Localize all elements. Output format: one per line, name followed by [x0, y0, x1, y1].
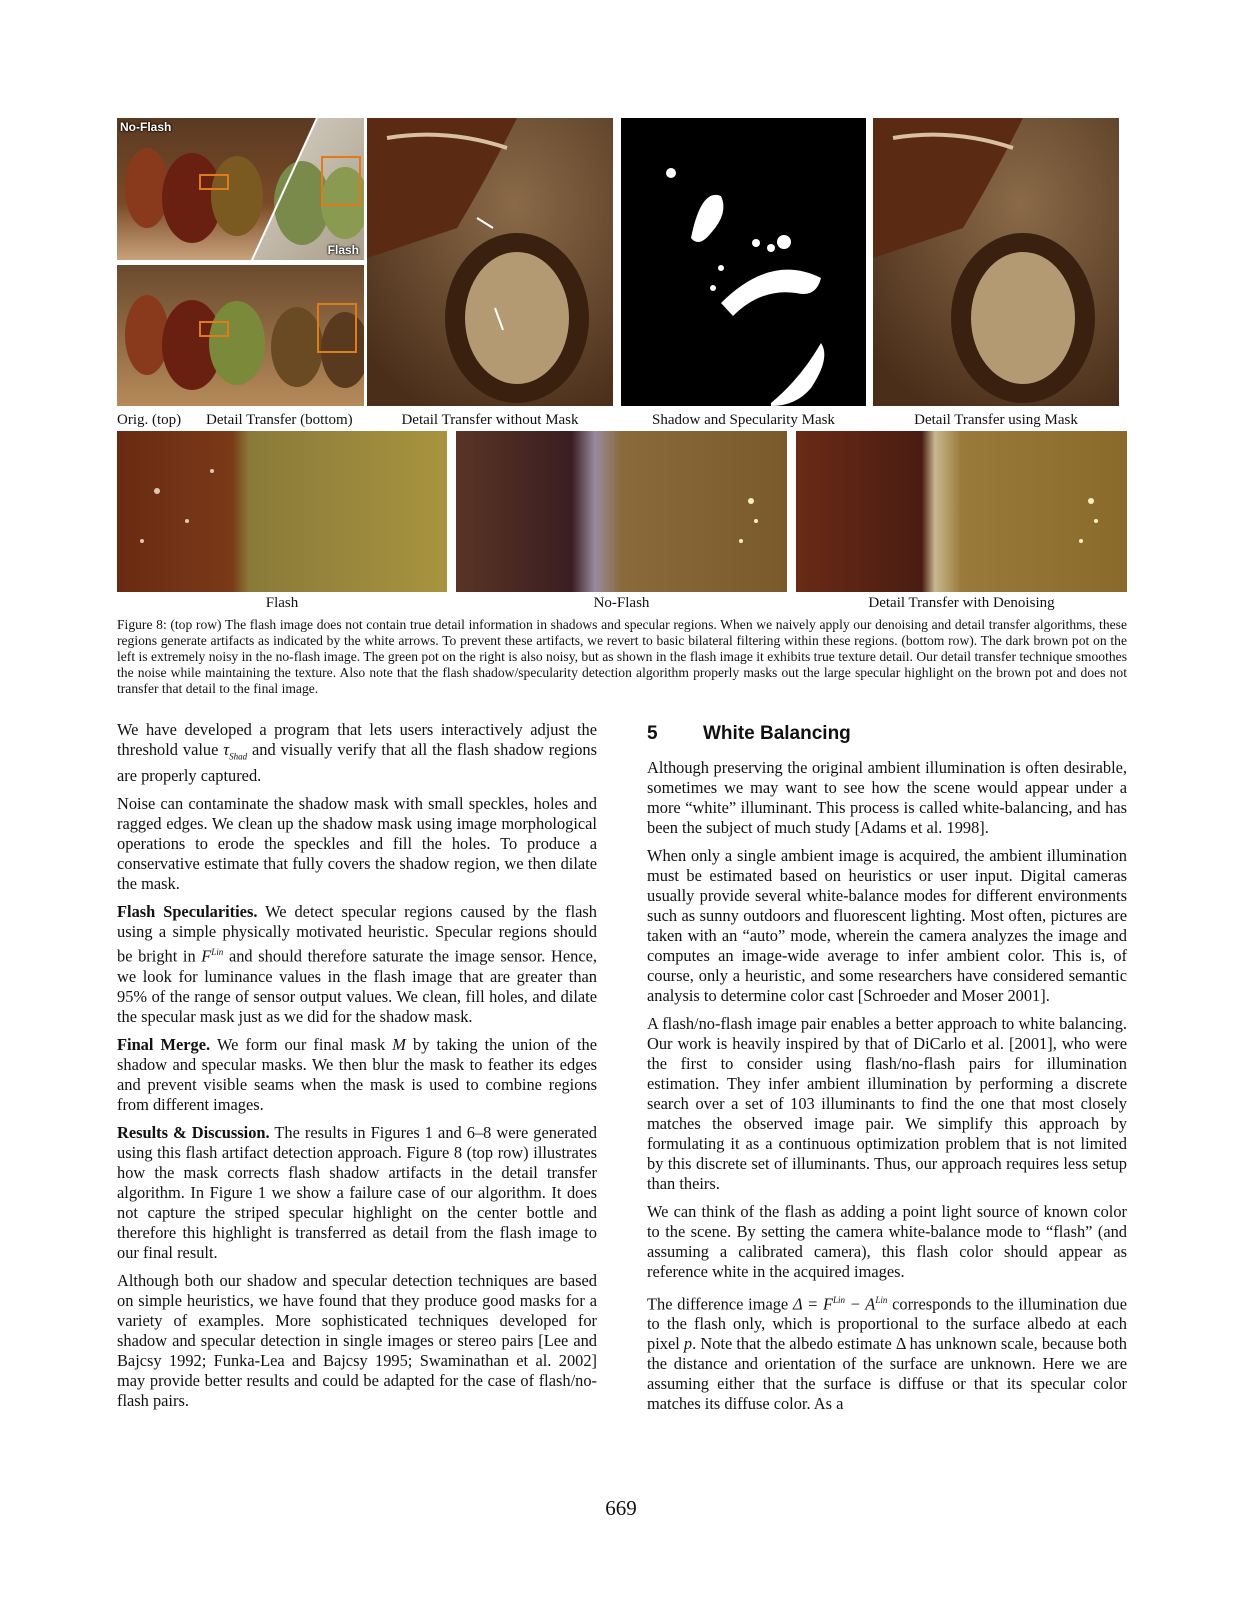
noflash-closeup-svg — [456, 431, 787, 592]
paragraph: We have developed a program that lets users interactively adjust the threshold value $\tau_{Shad}$ and visually verify that all the flash shadow regions are properly captured. — [117, 720, 597, 786]
using-mask-photo — [873, 118, 1119, 406]
paragraph: The difference image $\Delta = F^{Lin} - A^{Lin}$ corresponds to the illumination due to the flash only, which is proportional to the surface albedo at each pixel p. Note that the albedo estimate Δ has unknown scale, because both the distance and orientation of the surface are unknown. Here we are assuming either that the surface is diffuse or that its specular color matches its diffuse color. As a — [647, 1294, 1128, 1414]
noflash-tag: No-Flash — [120, 120, 172, 134]
paragraph: Although preserving the original ambient illumination is often desirable, sometimes we may want to see how the scene would appear under a more “white” illuminant. This process is called white-balancing, and has been the subject of much study [Adams et al. 1998]. — [647, 758, 1127, 837]
noflash-closeup-photo — [456, 431, 787, 592]
caption-noflash: No-Flash — [593, 595, 650, 611]
caption-denoise: Detail Transfer with Denoising — [868, 595, 1055, 611]
caption-mask: Shadow and Specularity Mask — [652, 412, 835, 428]
without-mask-photo — [367, 118, 613, 406]
paragraph: We can think of the flash as adding a point light source of known color to the scene. By setting the camera white-balance mode to “flash” (and assuming a calibrated camera), this flash color should appear as reference white in the acquired images. — [647, 1202, 1127, 1281]
denoise-closeup-photo — [796, 431, 1127, 592]
paragraph: When only a single ambient image is acquired, the ambient illumination must be estimated based on heuristics or user input. Digital cameras usually provide several white-balance modes for different environments such as sunny outdoors and fluorescent lighting. Most often, pictures are taken with an “auto” mode, wherein the camera analyzes the image and computes an image-wide average to infer ambient color. This is, of course, only a heuristic, and some researchers have considered semantic analysis to determine color cast [Schroeder and Moser 2001]. — [647, 846, 1127, 1005]
caption-using-mask: Detail Transfer using Mask — [914, 412, 1078, 428]
noflash-flash-split-photo — [117, 118, 364, 260]
caption-flash: Flash — [265, 595, 299, 611]
left-column — [117, 720, 597, 1419]
caption-detail-bottom: Detail Transfer (bottom) — [206, 412, 353, 428]
highlight-box — [199, 321, 229, 337]
paragraph: Noise can contaminate the shadow mask with small speckles, holes and ragged edges. We clean up the shadow mask using image morphological operations to erode the speckles and fill the holes. To produce a conservative estimate that fully covers the shadow region, we then dilate the mask. — [117, 794, 597, 894]
caption-without-mask: Detail Transfer without Mask — [401, 412, 579, 428]
without-mask-svg — [367, 118, 613, 406]
highlight-box — [321, 156, 361, 206]
section-heading: 5 White Balancing — [647, 723, 851, 744]
flash-closeup-svg — [117, 431, 447, 592]
flash-tag: Flash — [327, 243, 359, 257]
detail-transfer-photo — [117, 265, 364, 406]
figure-caption: Figure 8: (top row) The flash image does not contain true detail information in shadows and specular regions. When we naively apply our denoising and detail transfer algorithms, these regions generate artifacts as indicated by the white arrows. To prevent these artifacts, we revert to basic bilateral filtering within these regions. (bottom row). The dark brown pot on the left is extremely noisy in the no-flash image. The green pot on the right is also noisy, but as shown in the flash image it exhibits true texture detail. Our detail transfer technique smoothes the noise while maintaining the texture. Also note that the flash shadow/specularity detection algorithm properly masks out the large specular highlight on the brown pot and does not transfer that detail to the final image. — [117, 617, 1127, 696]
mask-photo — [621, 118, 866, 406]
page-number: 669 — [605, 1496, 637, 1520]
mask-svg — [621, 118, 866, 406]
paragraph: A flash/no-flash image pair enables a better approach to white balancing. Our work is heavily inspired by that of DiCarlo et al. [2001], who were the first to consider using flash/no-flash pairs for illumination estimation. They infer ambient illumination by performing a discrete search over a set of 103 illuminants to find the one that most closely matches the observed image pair. We simplify this approach by formulating it as a continuous optimization problem that is not limited by this discrete set of illuminants. Thus, our approach requires less setup than theirs. — [647, 1014, 1127, 1193]
using-mask-svg — [873, 118, 1119, 406]
flash-closeup-photo — [117, 431, 447, 592]
highlight-box — [317, 303, 357, 353]
highlight-box — [199, 174, 229, 190]
paragraph: Results & Discussion. The results in Figures 1 and 6–8 were generated using this flash artifact detection approach. Figure 8 (top row) illustrates how the mask corrects flash shadow artifacts in the detail transfer algorithm. In Figure 1 we show a failure case of our algorithm. It does not capture the striped specular highlight on the center bottle and therefore this highlight is transferred as detail from the flash image to our final result. — [117, 1122, 597, 1262]
paragraph: Although both our shadow and specular detection techniques are based on simple heuristics, we have found that they produce good masks for a variety of examples. More sophisticated techniques developed for shadow and specular detection in single images or stereo pairs [Lee and Bajcsy 1992; Funka-Lea and Bajcsy 1995; Swaminathan et al. 2002] may provide better results and could be adapted for the case of flash/no-flash pairs. — [117, 1270, 597, 1410]
paragraph: Flash Specularities. We detect specular regions caused by the flash using a simple physically motivated heuristic. Specular regions should be bright in $F^{Lin}$ and should therefore saturate the image sensor. Hence, we look for luminance values in the flash image that are greater than 95% of the range of sensor output values. We clean, fill holes, and dilate the specular mask just as we did for the shadow mask. — [117, 902, 598, 1026]
caption-orig: Orig. (top) — [117, 412, 182, 428]
paragraph: Final Merge. We form our final mask M by taking the union of the shadow and specular masks. We then blur the mask to feather its edges and prevent visible seams when the mask is used to combine regions from different images. — [117, 1034, 597, 1114]
right-column — [647, 722, 1127, 1422]
denoise-closeup-svg — [796, 431, 1127, 592]
